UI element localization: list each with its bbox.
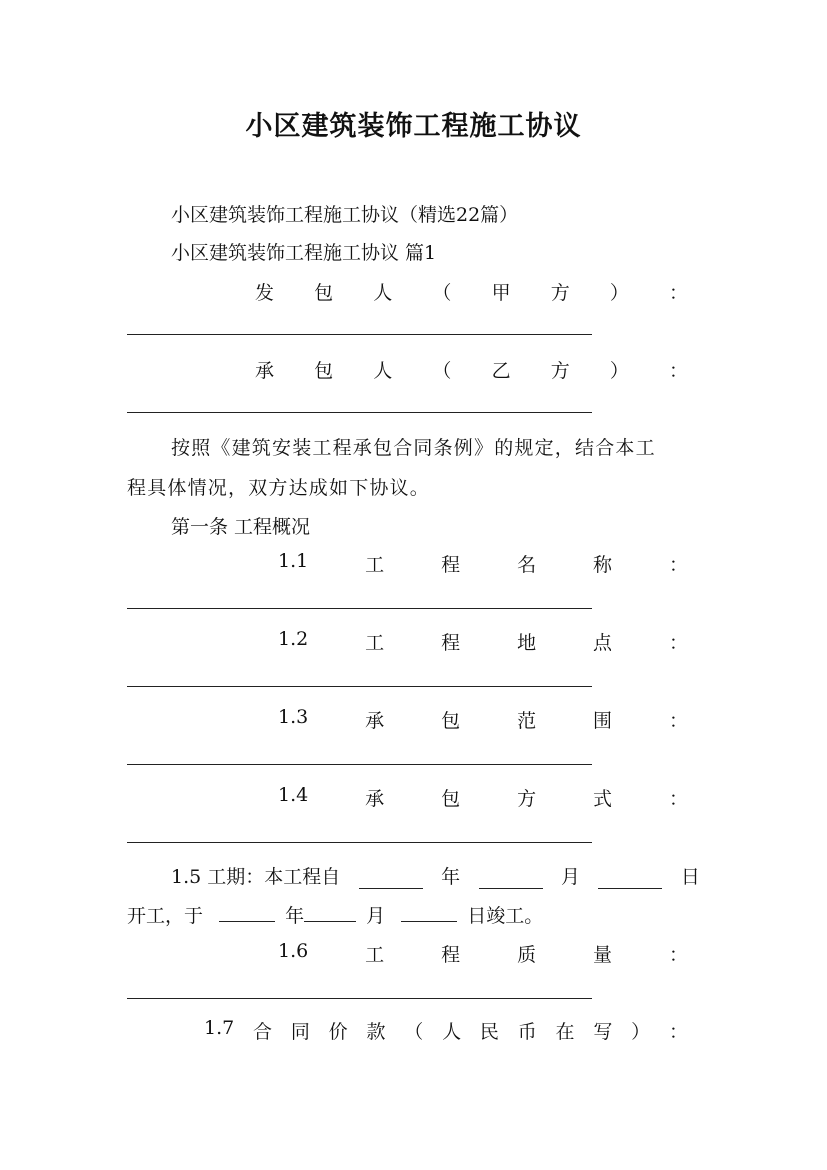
item-1-1-project-name: 1.1 工 程 名 称 ： <box>278 550 688 576</box>
start-month-blank <box>479 870 543 889</box>
intro-line: 小区建筑装饰工程施工协议（精选22篇） <box>171 204 519 226</box>
item-1-2-project-location: 1.2 工 程 地 点 ： <box>278 628 688 654</box>
agreement-paragraph-line1: 按照《建筑安装工程承包合同条例》的规定，结合本工 <box>171 437 656 459</box>
contract-scope-blank-line <box>127 764 592 765</box>
project-name-blank-line <box>127 608 592 609</box>
end-day-blank <box>401 903 457 922</box>
agreement-paragraph-line2: 程具体情况，双方达成如下协议。 <box>127 477 431 499</box>
employer-label: 发 包 人 （ 甲 方 ） ： <box>255 282 688 304</box>
contractor-label: 承 包 人 （ 乙 方 ） ： <box>255 360 688 382</box>
article1-heading: 第一条 工程概况 <box>171 516 311 538</box>
item-1-3-contract-scope: 1.3 承 包 范 围 ： <box>278 706 688 732</box>
item-1-7-contract-price: 1.7 合 同 价 款 （ 人 民 币 在 写 ） ： <box>204 1017 688 1043</box>
item-1-5-construction-period: 1.5 工期：本工程自 年 月 日 <box>171 866 700 888</box>
item-1-4-contract-method: 1.4 承 包 方 式 ： <box>278 784 688 810</box>
start-day-blank <box>598 870 662 889</box>
project-location-blank-line <box>127 686 592 687</box>
item-1-6-project-quality: 1.6 工 程 质 量 ： <box>278 940 688 966</box>
end-year-blank <box>219 903 275 922</box>
employer-blank-line <box>127 334 592 335</box>
contractor-blank-line <box>127 412 592 413</box>
construction-period-line2: 开工，于 年 月 日竣工。 <box>127 905 544 927</box>
start-year-blank <box>359 870 423 889</box>
section-heading: 小区建筑装饰工程施工协议 篇1 <box>171 242 437 264</box>
project-quality-blank-line <box>127 998 592 999</box>
contract-method-blank-line <box>127 842 592 843</box>
end-month-blank <box>304 903 356 922</box>
document-title: 小区建筑装饰工程施工协议 <box>245 111 582 142</box>
